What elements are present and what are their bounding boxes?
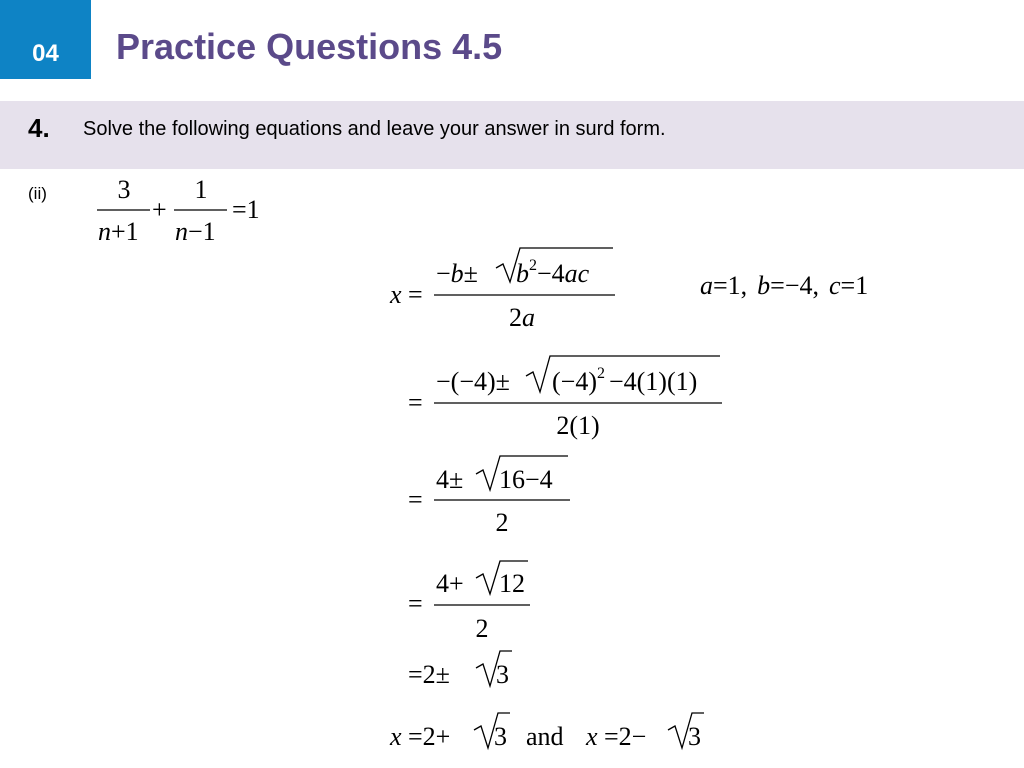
step-twelve (408, 561, 530, 643)
coef-c: c (829, 271, 841, 300)
coef-a-value: =1, (713, 271, 748, 300)
step3-radicand: 12 (499, 569, 525, 598)
step4-radicand: 3 (496, 660, 509, 689)
formula-b2: b (516, 259, 529, 288)
step3-numerator-left: 4+ (436, 569, 464, 598)
answer2-radicand: 3 (688, 722, 701, 751)
equation-rhs: =1 (232, 195, 260, 224)
step3-equals: = (408, 589, 423, 618)
step2-numerator-left: 4± (436, 465, 464, 494)
step-substitution (408, 356, 722, 440)
formula-x: x (390, 280, 402, 309)
step1-rad-square: 2 (596, 365, 605, 382)
step4-expression: =2± (408, 660, 450, 689)
answer2-x: x (586, 722, 598, 751)
plus-sign: + (152, 195, 167, 224)
given-equation (97, 175, 260, 246)
step1-denominator: 2(1) (556, 411, 600, 440)
frac2-numerator: 1 (194, 175, 208, 204)
formula-b: b (450, 259, 464, 288)
formula-equals: = (408, 280, 423, 309)
coef-b-value: =−4, (770, 271, 819, 300)
formula-ac: ac (564, 259, 590, 288)
step1-radicand (552, 365, 697, 396)
coefficients (700, 271, 868, 300)
step2-radicand: 16−4 (499, 465, 553, 494)
formula-numerator (436, 259, 478, 288)
answer1-expression: =2+ (408, 722, 451, 751)
coef-a: a (700, 271, 713, 300)
chapter-number: 04 (32, 40, 59, 67)
frac1-denominator (98, 217, 139, 246)
frac2-den-rest: −1 (188, 217, 216, 246)
coef-c-value: =1 (840, 271, 869, 300)
formula-den-2: 2 (509, 303, 522, 332)
step1-numerator-left: −(−4)± (436, 367, 510, 396)
coef-b: b (757, 271, 771, 300)
frac2-den-var: n (175, 217, 188, 246)
frac1-den-rest: +1 (111, 217, 139, 246)
answer1-radicand: 3 (494, 722, 507, 751)
formula-radicand (516, 257, 590, 288)
frac1-numerator: 3 (117, 175, 131, 204)
answer1-x: x (390, 722, 402, 751)
step2-equals: = (408, 485, 423, 514)
part-label: (ii) (28, 184, 47, 203)
question-instruction: Solve the following equations and leave your answer in surd form. (83, 118, 666, 140)
step1-rad-a: (−4) (552, 367, 597, 396)
formula-minus4: −4 (537, 259, 565, 288)
quadratic-formula (389, 248, 615, 332)
formula-neg: − (436, 259, 451, 288)
step-result (408, 651, 512, 689)
step1-equals: = (408, 388, 423, 417)
page-title: Practice Questions 4.5 (116, 26, 503, 67)
formula-square: 2 (529, 257, 537, 274)
question-number: 4. (28, 113, 50, 143)
step2-denominator: 2 (495, 508, 509, 537)
frac1-den-var: n (98, 217, 111, 246)
answer2-expression: =2− (604, 722, 647, 751)
step1-rad-b: −4(1)(1) (608, 367, 698, 396)
frac2-denominator (175, 217, 216, 246)
step-simplify (408, 456, 570, 537)
step3-denominator: 2 (475, 614, 489, 643)
formula-pm: ± (463, 259, 478, 288)
formula-denominator (509, 303, 535, 332)
final-answers (389, 713, 704, 751)
formula-den-a: a (522, 303, 535, 332)
answer-and: and (526, 722, 564, 751)
